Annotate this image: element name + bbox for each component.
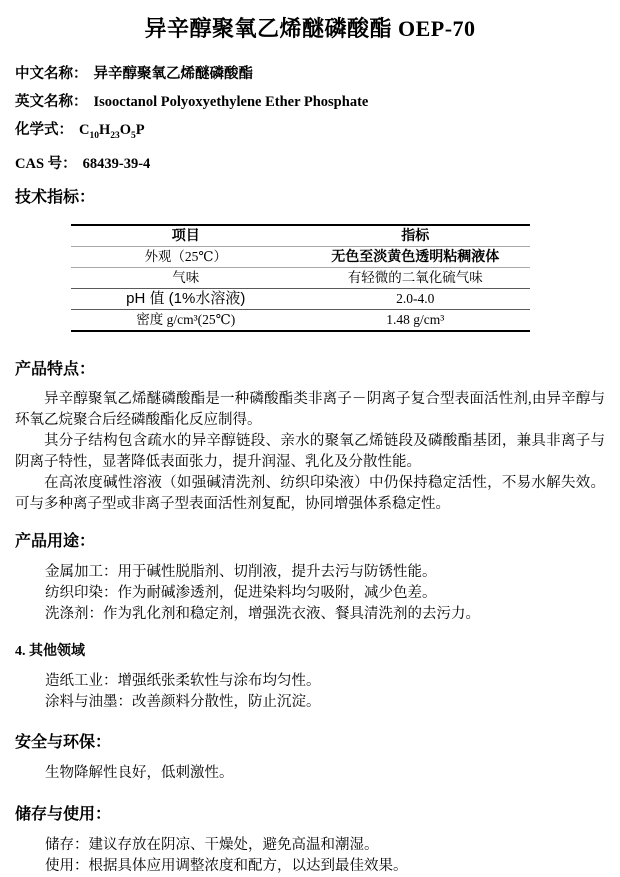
formula-subscript: 10 [89, 130, 99, 141]
list-item: 储存：建议存放在阴凉、干燥处，避免高温和潮湿。 [45, 836, 379, 853]
spec-value-ph: 2.0-4.0 [396, 290, 435, 306]
formula-element: P [135, 122, 145, 138]
table-row [71, 288, 530, 309]
spec-col-header-value: 指标 [401, 226, 430, 243]
meta-line-cas [15, 156, 605, 173]
formula-element: H [98, 122, 111, 138]
spec-value-appearance: 无色至淡黄色透明粘稠液体 [331, 247, 500, 264]
spec-col-header-item: 项目 [171, 226, 200, 243]
en-name-value: Isooctanol Polyoxyethylene Ether Phosphate [93, 94, 369, 110]
section-heading-tech-specs: 技术指标： [15, 188, 96, 206]
spec-value-density: 1.48 g/cm³ [386, 311, 445, 327]
other-fields-list [15, 671, 605, 713]
spec-item-odor: 气味 [172, 269, 200, 285]
cn-name-value: 异辛醇聚氧乙烯醚磷酸酯 [93, 66, 253, 82]
features-paragraph-3: 在高浓度碱性溶液（如强碱清洗剂、纺织印染液）中仍保持稳定活性，不易水解失效。可与多种离子型或非离子型表面活性剂复配，协同增强体系稳定性。 [15, 474, 605, 512]
spec-table-header-row [71, 225, 530, 247]
features-paragraph-2: 其分子结构包含疏水的异辛醇链段、亲水的聚氧乙烯链段及磷酸酯基团，兼具非离子与阴离子特性，显著降低表面张力，提升润湿、乳化及分散性能。 [15, 432, 605, 470]
formula-element: C [79, 122, 90, 138]
spec-table [71, 224, 530, 332]
formula-element: O [119, 122, 132, 138]
section-heading-features: 产品特点： [15, 360, 96, 378]
table-row [71, 309, 530, 331]
list-item: 涂料与油墨：改善颜料分散性，防止沉淀。 [45, 693, 321, 710]
features-paragraphs [15, 389, 605, 515]
en-name-label: 英文名称： [15, 94, 88, 110]
spec-item-ph: pH 值 (1%水溶液) [126, 289, 246, 307]
meta-line-formula [15, 122, 605, 145]
safety-list [15, 763, 605, 784]
formula-subscript: 23 [110, 130, 120, 141]
section-heading-uses: 产品用途： [15, 532, 96, 550]
spec-item-appearance: 外观（25℃） [144, 248, 228, 264]
meta-line-en-name [15, 94, 605, 111]
spec-item-density: 密度 g/cm³(25℃) [136, 311, 236, 327]
meta-line-cn-name [15, 66, 605, 83]
list-item: 生物降解性良好，低刺激性。 [45, 764, 234, 781]
uses-list [15, 562, 605, 625]
formula-value [79, 122, 145, 141]
cas-value: 68439-39-4 [82, 155, 151, 172]
table-row [71, 267, 530, 288]
formula-subscript: 5 [131, 130, 136, 141]
spec-value-odor: 有轻微的二氧化硫气味 [347, 269, 483, 285]
section-heading-storage: 储存与使用： [15, 805, 112, 823]
section-heading-safety: 安全与环保： [15, 733, 112, 751]
list-item: 造纸工业：增强纸张柔软性与涂布均匀性。 [45, 672, 321, 689]
storage-list [15, 835, 605, 877]
page-title: 异辛醇聚氧乙烯醚磷酸酯 OEP-70 [144, 16, 476, 41]
cas-label: CAS 号： [15, 155, 77, 172]
cn-name-label: 中文名称： [15, 66, 88, 82]
table-row [71, 246, 530, 267]
list-item: 纺织印染：作为耐碱渗透剂，促进染料均匀吸附，减少色差。 [45, 584, 437, 601]
subheading-other-fields: 4. 其他领域 [15, 643, 85, 659]
list-item: 洗涤剂：作为乳化剂和稳定剂，增强洗衣液、餐具清洗剂的去污力。 [45, 605, 480, 622]
formula-label: 化学式： [15, 122, 73, 138]
list-item: 金属加工：用于碱性脱脂剂、切削液，提升去污与防锈性能。 [45, 563, 437, 580]
features-paragraph-1: 异辛醇聚氧乙烯醚磷酸酯是一种磷酸酯类非离子－阴离子复合型表面活性剂,由异辛醇与环氧乙烷聚合后经磷酸酯化反应制得。 [15, 390, 605, 428]
list-item: 使用：根据具体应用调整浓度和配方，以达到最佳效果。 [45, 857, 408, 874]
